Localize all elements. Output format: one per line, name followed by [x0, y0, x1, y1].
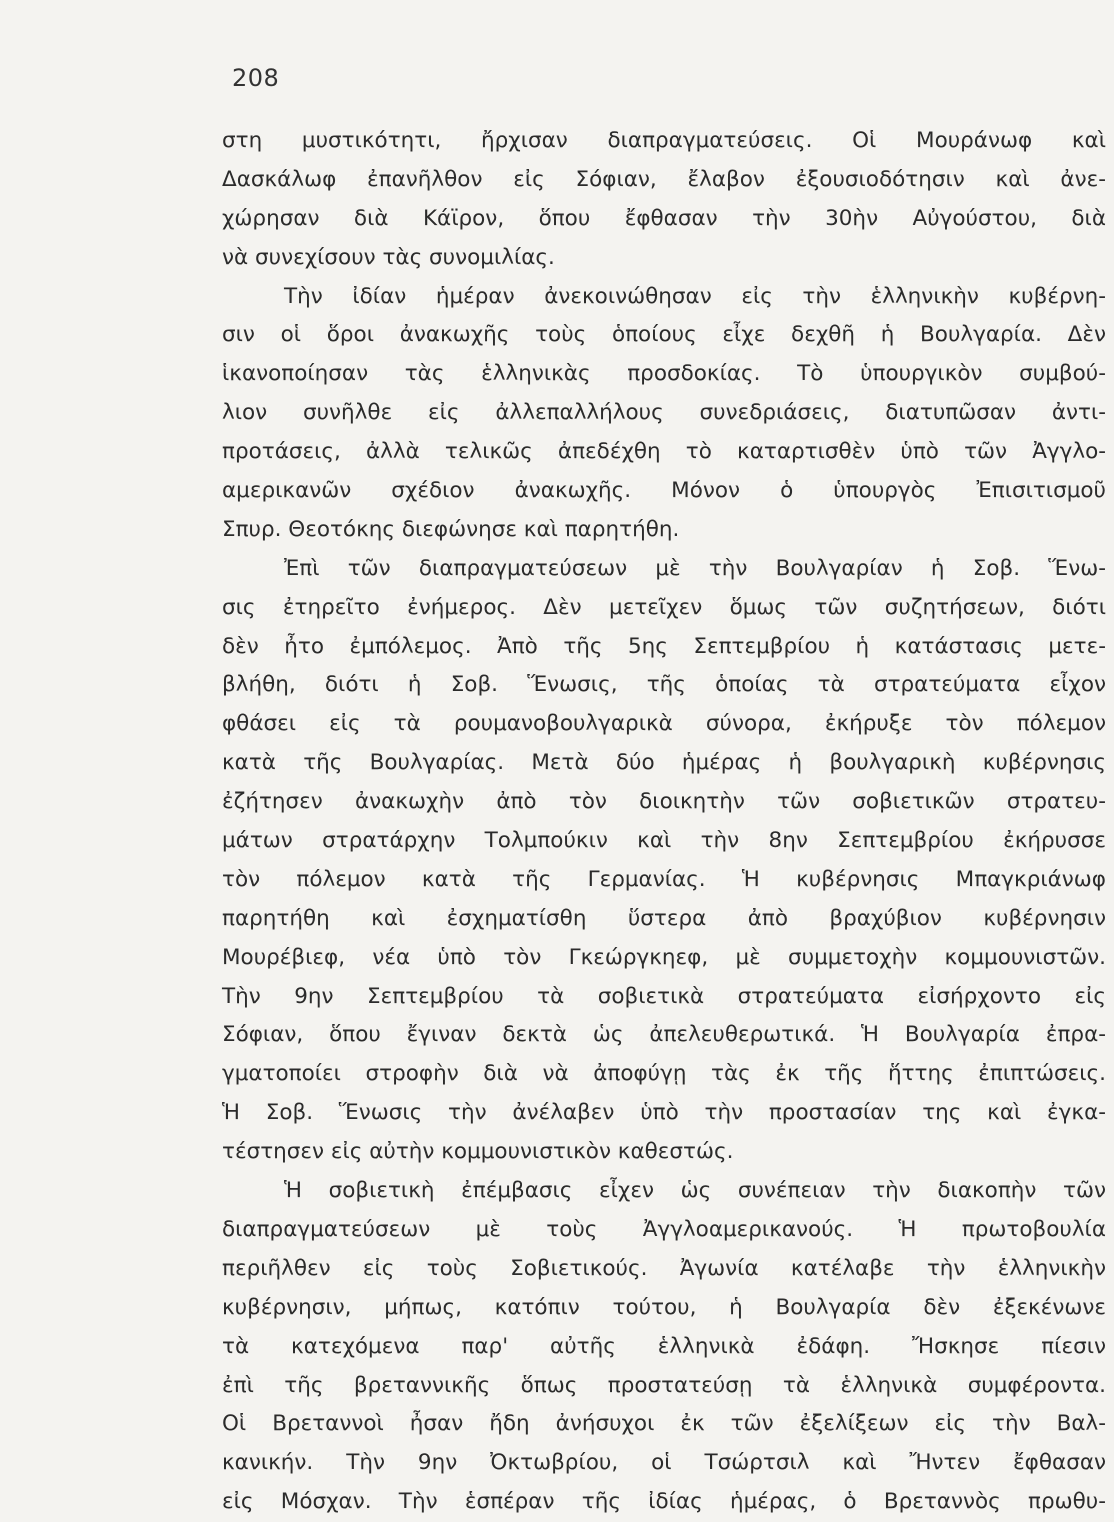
text-line: Τὴν ἰδίαν ἡμέραν ἀνεκοινώθησαν εἰς τὴν ἑλληνικὴν κυβέρνη-	[284, 283, 1106, 309]
page-number: 208	[232, 64, 280, 92]
text-line: παρητήθη καὶ ἐσχηματίσθη ὕστερα ἀπὸ βραχύβιον κυβέρνησιν	[222, 905, 1106, 931]
text-line: προτάσεις, ἀλλὰ τελικῶς ἀπεδέχθη τὸ καταρτισθὲν ὑπὸ τῶν Ἀγγλο-	[222, 439, 1106, 465]
text-line: κατὰ τῆς Βουλγαρίας. Μετὰ δύο ἡμέρας ἡ βουλγαρικὴ κυβέρνησις	[222, 750, 1106, 776]
text-line: ἱκανοποίησαν τὰς ἑλληνικὰς προσδοκίας. Τὸ ὑπουργικὸν συμβού-	[222, 361, 1106, 387]
text-line: ἐπὶ τῆς βρεταννικῆς ὅπως προστατεύσῃ τὰ ἑλληνικὰ συμφέροντα.	[222, 1372, 1106, 1398]
text-line: τέστησεν εἰς αὐτὴν κομμουνιστικὸν καθεστώς.	[222, 1139, 734, 1165]
text-line: Δασκάλωφ ἐπανῆλθον εἰς Σόφιαν, ἔλαβον ἐξουσιοδότησιν καὶ ἀνε-	[222, 166, 1106, 192]
text-line: σιν οἱ ὅροι ἀνακωχῆς τοὺς ὁποίους εἶχε δεχθῆ ἡ Βουλγαρία. Δὲν	[222, 322, 1106, 348]
text-line: κυβέρνησιν, μήπως, κατόπιν τούτου, ἡ Βουλγαρία δὲν ἐξεκένωνε	[222, 1294, 1106, 1320]
text-line: Σπυρ. Θεοτόκης διεφώνησε καὶ παρητήθη.	[222, 516, 680, 542]
text-line: Ἐπὶ τῶν διαπραγματεύσεων μὲ τὴν Βουλγαρίαν ἡ Σοβ. Ἕνω-	[284, 555, 1106, 581]
text-line: μάτων στρατάρχην Τολμπούκιν καὶ τὴν 8ην Σεπτεμβρίου ἐκήρυσσε	[222, 828, 1106, 854]
text-line: στη μυστικότητι, ἤρχισαν διαπραγματεύσεις. Οἱ Μουράνωφ καὶ	[222, 128, 1106, 153]
text-line: βλήθη, διότι ἡ Σοβ. Ἕνωσις, τῆς ὁποίας τὰ στρατεύματα εἶχον	[222, 672, 1106, 698]
text-line: Ἡ Σοβ. Ἕνωσις τὴν ἀνέλαβεν ὑπὸ τὴν προστασίαν της καὶ ἐγκα-	[222, 1100, 1106, 1126]
text-line: τὸν πόλεμον κατὰ τῆς Γερμανίας. Ἡ κυβέρνησις Μπαγκριάνωφ	[222, 866, 1106, 892]
text-line: Μουρέβιεφ, νέα ὑπὸ τὸν Γκεώργκηεφ, μὲ συμμετοχὴν κομμουνιστῶν.	[222, 944, 1106, 970]
text-line: χώρησαν διὰ Κάϊρον, ὅπου ἔφθασαν τὴν 30ὴν Αὐγούστου, διὰ	[222, 205, 1106, 231]
text-line: Οἱ Βρεταννοὶ ἦσαν ἤδη ἀνήσυχοι ἐκ τῶν ἐξελίξεων εἰς τὴν Βαλ-	[222, 1411, 1106, 1437]
text-line: Σόφιαν, ὅπου ἔγιναν δεκτὰ ὡς ἀπελευθερωτικά. Ἡ Βουλγαρία ἐπρα-	[222, 1022, 1106, 1048]
text-line: ἐζήτησεν ἀνακωχὴν ἀπὸ τὸν διοικητὴν τῶν σοβιετικῶν στρατευ-	[222, 789, 1106, 815]
text-line: σις ἐτηρεῖτο ἐνήμερος. Δὲν μετεῖχεν ὅμως τῶν συζητήσεων, διότι	[222, 594, 1106, 620]
text-line: νὰ συνεχίσουν τὰς συνομιλίας.	[222, 244, 555, 270]
text-line: εἰς Μόσχαν. Τὴν ἑσπέραν τῆς ἰδίας ἡμέρας, ὁ Βρεταννὸς πρωθυ-	[222, 1489, 1106, 1515]
text-line: γματοποίει στροφὴν διὰ νὰ ἀποφύγῃ τὰς ἐκ τῆς ἥττης ἐπιπτώσεις.	[222, 1061, 1106, 1087]
text-line: Ἡ σοβιετικὴ ἐπέμβασις εἶχεν ὡς συνέπειαν τὴν διακοπὴν τῶν	[284, 1178, 1106, 1204]
text-line: Τὴν 9ην Σεπτεμβρίου τὰ σοβιετικὰ στρατεύματα εἰσήρχοντο εἰς	[222, 983, 1106, 1009]
text-line: φθάσει εἰς τὰ ρουμανοβουλγαρικὰ σύνορα, ἐκήρυξε τὸν πόλεμον	[222, 711, 1106, 737]
text-line: λιον συνῆλθε εἰς ἀλλεπαλλήλους συνεδριάσεις, διατυπῶσαν ἀντι-	[222, 400, 1106, 426]
text-line: περιῆλθεν εἰς τοὺς Σοβιετικούς. Ἀγωνία κατέλαβε τὴν ἑλληνικὴν	[222, 1255, 1106, 1281]
text-line: τὰ κατεχόμενα παρ' αὐτῆς ἑλληνικὰ ἐδάφη. Ἤσκησε πίεσιν	[222, 1333, 1106, 1359]
text-line: κανικήν. Τὴν 9ην Ὀκτωβρίου, οἱ Τσώρτσιλ καὶ Ἤντεν ἔφθασαν	[222, 1450, 1106, 1476]
text-line: αμερικανῶν σχέδιον ἀνακωχῆς. Μόνον ὁ ὑπουργὸς Ἐπισιτισμοῦ	[222, 478, 1106, 504]
text-line: δὲν ἦτο ἐμπόλεμος. Ἀπὸ τῆς 5ης Σεπτεμβρίου ἡ κατάστασις μετε-	[222, 633, 1106, 659]
body-text	[222, 122, 1106, 1522]
text-line: διαπραγματεύσεων μὲ τοὺς Ἀγγλοαμερικανούς. Ἡ πρωτοβουλία	[222, 1216, 1106, 1242]
